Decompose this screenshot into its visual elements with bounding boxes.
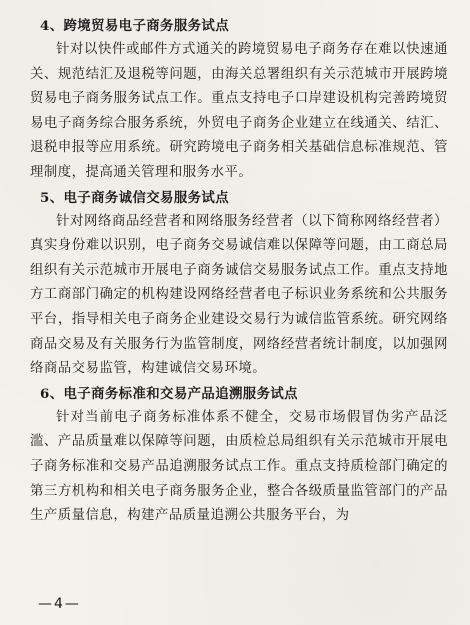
section-heading: 6、电子商务标准和交易产品追溯服务试点 — [40, 385, 298, 402]
section-cross-border-trade — [30, 14, 448, 186]
section-credit-trading — [30, 186, 448, 382]
section-paragraph: 针对网络商品经营者和网络服务经营者（以下简称网络经营者）真实身份难以识别，电子商务交易诚信难以保障等问题，由工商总局组织有关示范城市开展电子商务诚信交易服务试点工作。重点支持地方工商部门确定的机构建设网络经营者电子标识业务系统和公共服务平台，指导相关电子商务企业建设交易行为诚信监管系统。研究网络商品交易及有关服务行为监管制度，网络经营者统计制度，以加强网络商品交易监管，构建诚信交易环境。 — [30, 213, 448, 377]
section-paragraph: 针对以快件或邮件方式通关的跨境贸易电子商务存在难以快速通关、规范结汇及退税等问题，由海关总署组织有关示范城市开展跨境贸易电子商务服务试点工作。重点支持电子口岸建设机构完善跨境贸易电子商务综合服务系统，外贸电子商务企业建立在线通关、结汇、退税申报等应用系统。研究跨境电子商务相关基础信息标准规范、管理制度，提高通关管理和服务水平。 — [30, 42, 448, 180]
section-paragraph: 针对当前电子商务标准体系不健全，交易市场假冒伪劣产品泛滥、产品质量难以保障等问题，由质检总局组织有关示范城市开展电子商务标准和交易产品追溯服务试点工作。重点支持质检部门确定的第三方机构和相关电子商务服务企业，整合各级质量监管部门的产品生产质量信息，构建产品质量追溯公共服务平台，为 — [30, 409, 448, 524]
section-heading: 5、电子商务诚信交易服务试点 — [40, 189, 229, 206]
page-number: —4— — [38, 596, 81, 612]
section-standards-traceability — [30, 382, 448, 529]
section-heading: 4、跨境贸易电子商务服务试点 — [40, 18, 229, 34]
